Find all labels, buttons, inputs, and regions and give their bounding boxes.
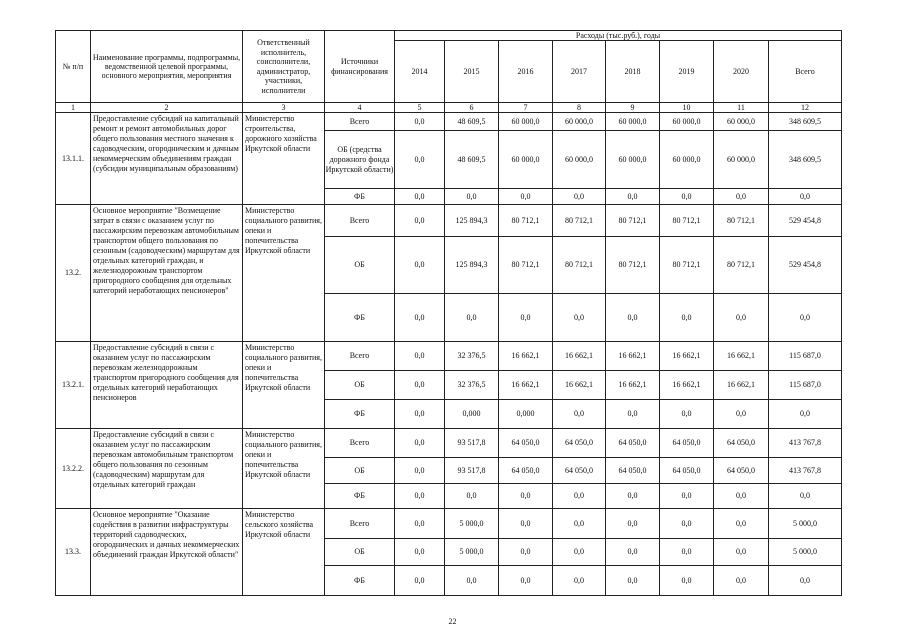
value-cell: 0,0 <box>499 294 553 342</box>
value-cell: 0,0 <box>395 509 445 539</box>
value-cell: 0,0 <box>606 539 660 566</box>
header-source: Источники финансирования <box>325 31 395 103</box>
value-cell: 0,0 <box>660 509 714 539</box>
column-number-row <box>56 103 842 113</box>
table-row <box>56 342 842 371</box>
source-cell: ФБ <box>325 566 395 596</box>
value-cell: 0,000 <box>499 400 553 429</box>
header-executor: Ответственный исполнитель, соисполнители, администратор, участники, исполнители <box>243 31 325 103</box>
source-cell: Всего <box>325 113 395 131</box>
column-number: 4 <box>325 103 395 113</box>
item-executor: Министерство социального развития, опеки и попечительства Иркутской области <box>243 342 325 429</box>
value-cell: 16 662,1 <box>660 371 714 400</box>
value-cell: 64 050,0 <box>714 429 769 458</box>
value-cell: 64 050,0 <box>606 458 660 484</box>
value-cell: 0,0 <box>714 509 769 539</box>
total-cell: 348 609,5 <box>769 113 842 131</box>
total-cell: 413 767,8 <box>769 429 842 458</box>
table-row <box>56 113 842 131</box>
value-cell: 0,0 <box>395 131 445 189</box>
column-number: 3 <box>243 103 325 113</box>
item-name: Предоставление субсидий на капитальный ремонт и ремонт автомобильных дорог общего пользования местного значения к садоводческим, огородническим и дачным некоммерческим объединениям граждан (субсидии муниципальным образованиям) <box>91 113 243 205</box>
value-cell: 80 712,1 <box>553 205 606 237</box>
value-cell: 64 050,0 <box>714 458 769 484</box>
value-cell: 64 050,0 <box>553 458 606 484</box>
total-cell: 529 454,8 <box>769 237 842 294</box>
value-cell: 60 000,0 <box>499 131 553 189</box>
value-cell: 0,0 <box>445 484 499 509</box>
total-cell: 0,0 <box>769 484 842 509</box>
value-cell: 93 517,8 <box>445 429 499 458</box>
source-cell: Всего <box>325 509 395 539</box>
item-code: 13.1.1. <box>56 113 91 205</box>
value-cell: 60 000,0 <box>553 131 606 189</box>
value-cell: 0,0 <box>499 484 553 509</box>
value-cell: 0,0 <box>395 342 445 371</box>
source-cell: Всего <box>325 342 395 371</box>
value-cell: 16 662,1 <box>499 371 553 400</box>
item-name: Предоставление субсидий в связи с оказанием услуг по пассажирским перевозкам железнодорожным транспортом пригородного сообщения для отдельных категорий неработающих пенсионеров <box>91 342 243 429</box>
source-cell: ОБ (средства дорожного фонда Иркутской области) <box>325 131 395 189</box>
value-cell: 80 712,1 <box>553 237 606 294</box>
value-cell: 48 609,5 <box>445 131 499 189</box>
total-cell: 5 000,0 <box>769 509 842 539</box>
item-code: 13.2. <box>56 205 91 342</box>
header-year: 2019 <box>660 41 714 103</box>
value-cell: 0,0 <box>395 400 445 429</box>
value-cell: 0,0 <box>553 189 606 205</box>
value-cell: 64 050,0 <box>499 458 553 484</box>
item-executor: Министерство социального развития, опеки и попечительства Иркутской области <box>243 429 325 509</box>
value-cell: 60 000,0 <box>606 113 660 131</box>
value-cell: 0,0 <box>606 294 660 342</box>
item-executor: Министерство социального развития, опеки и попечительства Иркутской области <box>243 205 325 342</box>
value-cell: 80 712,1 <box>499 205 553 237</box>
item-executor: Министерство сельского хозяйства Иркутской области <box>243 509 325 596</box>
source-cell: ФБ <box>325 400 395 429</box>
column-number: 10 <box>660 103 714 113</box>
value-cell: 0,0 <box>553 509 606 539</box>
value-cell: 64 050,0 <box>606 429 660 458</box>
value-cell: 0,0 <box>395 566 445 596</box>
value-cell: 0,0 <box>660 484 714 509</box>
value-cell: 60 000,0 <box>714 113 769 131</box>
value-cell: 32 376,5 <box>445 371 499 400</box>
value-cell: 0,0 <box>553 539 606 566</box>
header-year: 2016 <box>499 41 553 103</box>
value-cell: 80 712,1 <box>660 205 714 237</box>
value-cell: 48 609,5 <box>445 113 499 131</box>
item-code: 13.2.1. <box>56 342 91 429</box>
value-cell: 0,0 <box>395 539 445 566</box>
value-cell: 0,0 <box>499 539 553 566</box>
value-cell: 0,0 <box>714 539 769 566</box>
value-cell: 16 662,1 <box>714 371 769 400</box>
source-cell: Всего <box>325 429 395 458</box>
header-expenses: Расходы (тыс.руб.), годы <box>395 31 842 41</box>
value-cell: 0,0 <box>395 237 445 294</box>
header-year: 2017 <box>553 41 606 103</box>
header-year: 2018 <box>606 41 660 103</box>
value-cell: 0,0 <box>395 113 445 131</box>
header-year: 2015 <box>445 41 499 103</box>
value-cell: 125 894,3 <box>445 205 499 237</box>
budget-table-sheet <box>55 30 841 596</box>
total-cell: 0,0 <box>769 400 842 429</box>
value-cell: 0,0 <box>660 294 714 342</box>
item-code: 13.3. <box>56 509 91 596</box>
value-cell: 16 662,1 <box>553 371 606 400</box>
total-cell: 529 454,8 <box>769 205 842 237</box>
header-year: 2020 <box>714 41 769 103</box>
value-cell: 0,0 <box>499 189 553 205</box>
table-row <box>56 429 842 458</box>
total-cell: 0,0 <box>769 189 842 205</box>
column-number: 12 <box>769 103 842 113</box>
value-cell: 0,0 <box>606 566 660 596</box>
total-cell: 0,0 <box>769 294 842 342</box>
value-cell: 0,0 <box>395 205 445 237</box>
value-cell: 0,0 <box>714 484 769 509</box>
total-cell: 413 767,8 <box>769 458 842 484</box>
value-cell: 0,0 <box>606 509 660 539</box>
value-cell: 0,0 <box>395 429 445 458</box>
value-cell: 80 712,1 <box>606 205 660 237</box>
value-cell: 64 050,0 <box>553 429 606 458</box>
value-cell: 80 712,1 <box>714 237 769 294</box>
value-cell: 93 517,8 <box>445 458 499 484</box>
column-number: 2 <box>91 103 243 113</box>
value-cell: 0,0 <box>445 566 499 596</box>
item-name: Основное мероприятие "Возмещение затрат в связи с оказанием услуг по пассажирским перевозкам автомобильным транспортом общего пользования по сезонным (садоводческим) маршрутам для отдельных категорий граждан, и железнодорожным транспортом пригородного сообщения для отдельных категорий неработающих пенсионеров" <box>91 205 243 342</box>
total-cell: 115 687,0 <box>769 342 842 371</box>
value-cell: 0,0 <box>553 294 606 342</box>
source-cell: ОБ <box>325 539 395 566</box>
value-cell: 0,0 <box>606 484 660 509</box>
value-cell: 0,0 <box>395 294 445 342</box>
value-cell: 0,0 <box>660 400 714 429</box>
source-cell: ОБ <box>325 371 395 400</box>
value-cell: 60 000,0 <box>660 113 714 131</box>
header-year: 2014 <box>395 41 445 103</box>
value-cell: 0,0 <box>660 566 714 596</box>
value-cell: 80 712,1 <box>660 237 714 294</box>
source-cell: ФБ <box>325 294 395 342</box>
column-number: 6 <box>445 103 499 113</box>
column-number: 11 <box>714 103 769 113</box>
value-cell: 60 000,0 <box>499 113 553 131</box>
value-cell: 64 050,0 <box>660 429 714 458</box>
value-cell: 0,0 <box>714 566 769 596</box>
value-cell: 60 000,0 <box>553 113 606 131</box>
total-cell: 115 687,0 <box>769 371 842 400</box>
value-cell: 0,0 <box>553 484 606 509</box>
source-cell: ФБ <box>325 484 395 509</box>
value-cell: 0,0 <box>714 400 769 429</box>
column-number: 7 <box>499 103 553 113</box>
value-cell: 0,0 <box>395 371 445 400</box>
value-cell: 0,0 <box>499 509 553 539</box>
value-cell: 5 000,0 <box>445 539 499 566</box>
value-cell: 0,0 <box>660 189 714 205</box>
value-cell: 0,0 <box>499 566 553 596</box>
source-cell: ОБ <box>325 458 395 484</box>
item-name: Предоставление субсидий в связи с оказанием услуг по пассажирским перевозкам автомобильным транспортом общего пользования по сезонным (садоводческим) маршрутам для отдельных категорий граждан <box>91 429 243 509</box>
value-cell: 16 662,1 <box>606 371 660 400</box>
total-cell: 348 609,5 <box>769 131 842 189</box>
value-cell: 16 662,1 <box>714 342 769 371</box>
value-cell: 0,000 <box>445 400 499 429</box>
value-cell: 60 000,0 <box>660 131 714 189</box>
value-cell: 16 662,1 <box>553 342 606 371</box>
value-cell: 32 376,5 <box>445 342 499 371</box>
value-cell: 5 000,0 <box>445 509 499 539</box>
value-cell: 80 712,1 <box>499 237 553 294</box>
value-cell: 0,0 <box>660 539 714 566</box>
value-cell: 16 662,1 <box>660 342 714 371</box>
source-cell: ФБ <box>325 189 395 205</box>
value-cell: 0,0 <box>553 400 606 429</box>
value-cell: 0,0 <box>395 484 445 509</box>
value-cell: 64 050,0 <box>499 429 553 458</box>
header-name: Наименование программы, подпрограммы, ведомственной целевой программы, основного мероприятия, мероприятия <box>91 31 243 103</box>
total-cell: 0,0 <box>769 566 842 596</box>
source-cell: ОБ <box>325 237 395 294</box>
source-cell: Всего <box>325 205 395 237</box>
table-row <box>56 205 842 237</box>
value-cell: 16 662,1 <box>499 342 553 371</box>
value-cell: 0,0 <box>606 400 660 429</box>
value-cell: 125 894,3 <box>445 237 499 294</box>
value-cell: 60 000,0 <box>714 131 769 189</box>
column-number: 9 <box>606 103 660 113</box>
item-name: Основное мероприятие "Оказание содействия в развитии инфраструктуры территорий садоводческих, огороднических и дачных некоммерческих объединений граждан Иркутской области" <box>91 509 243 596</box>
value-cell: 0,0 <box>395 458 445 484</box>
table-row <box>56 509 842 539</box>
value-cell: 0,0 <box>445 294 499 342</box>
value-cell: 0,0 <box>553 566 606 596</box>
value-cell: 16 662,1 <box>606 342 660 371</box>
value-cell: 0,0 <box>395 189 445 205</box>
value-cell: 64 050,0 <box>660 458 714 484</box>
header-num: № п/п <box>56 31 91 103</box>
column-number: 1 <box>56 103 91 113</box>
page-number: 22 <box>448 617 457 626</box>
value-cell: 0,0 <box>445 189 499 205</box>
column-number: 8 <box>553 103 606 113</box>
value-cell: 0,0 <box>714 294 769 342</box>
total-cell: 5 000,0 <box>769 539 842 566</box>
budget-table <box>55 30 842 596</box>
value-cell: 0,0 <box>606 189 660 205</box>
value-cell: 60 000,0 <box>606 131 660 189</box>
column-number: 5 <box>395 103 445 113</box>
value-cell: 80 712,1 <box>714 205 769 237</box>
item-executor: Министерство строительства, дорожного хозяйства Иркутской области <box>243 113 325 205</box>
item-code: 13.2.2. <box>56 429 91 509</box>
value-cell: 0,0 <box>714 189 769 205</box>
header-total: Всего <box>769 41 842 103</box>
value-cell: 80 712,1 <box>606 237 660 294</box>
